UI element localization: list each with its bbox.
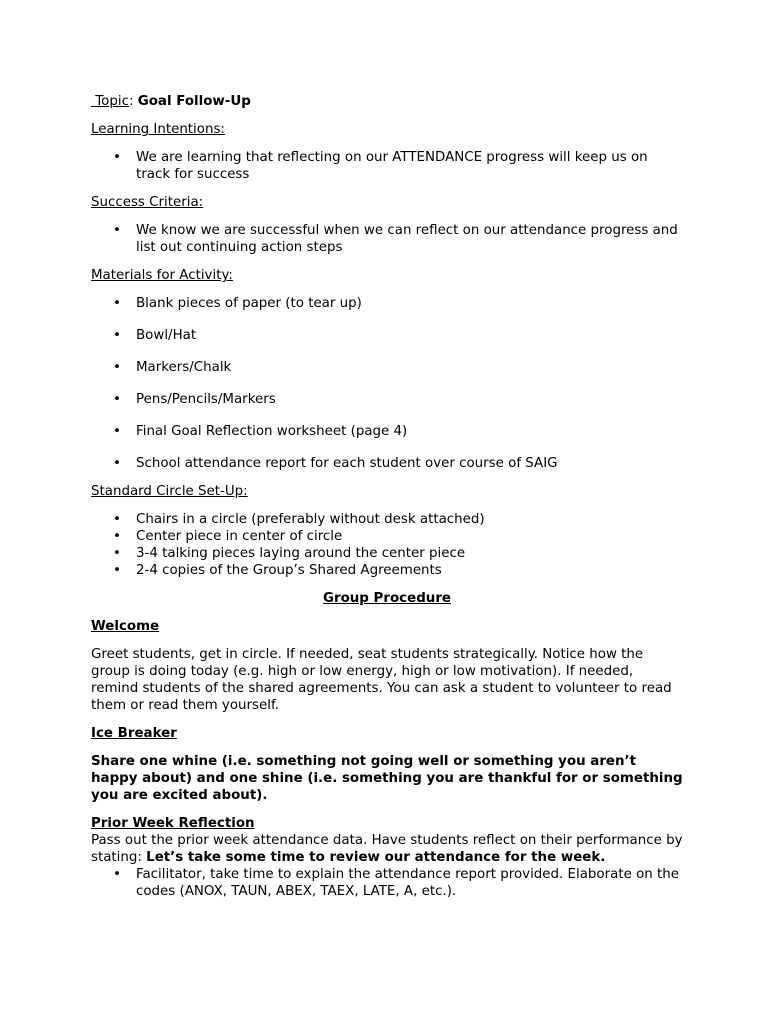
ice-breaker-text: Share one whine (i.e. something not going well or something you aren’t happy about) and one shine (i.e. something you are thankful for or something you are excited about). <box>91 754 683 803</box>
bullet-icon: • <box>113 392 121 407</box>
success-criteria-heading: Success Criteria: <box>91 195 204 210</box>
prior-week-heading: Prior Week Reflection <box>91 816 255 831</box>
welcome-text: Greet students, get in circle. If needed, seat students strategically. Notice how the group is doing today (e.g. high or low energy, high or low motivation). If needed, remind students of the shared agreements. You can ask a student to volunteer to read them or read them yourself. <box>91 647 672 713</box>
list-item: • Center piece in center of circle <box>113 529 343 544</box>
bullet-icon: • <box>113 424 121 439</box>
bullet-icon: • <box>113 563 121 578</box>
list-item: • 2-4 copies of the Group’s Shared Agreements <box>113 563 442 578</box>
list-item: • Markers/Chalk <box>113 360 232 375</box>
circle-setup-heading: Standard Circle Set-Up: <box>91 484 248 499</box>
materials-list <box>91 295 683 472</box>
learning-intentions-heading: Learning Intentions: <box>91 122 225 137</box>
list-item: • Blank pieces of paper (to tear up) <box>113 296 362 311</box>
list-item: • Bowl/Hat <box>113 328 197 343</box>
list-item: • Final Goal Reflection worksheet (page 4) <box>113 424 408 439</box>
list-item: • We know we are successful when we can reflect on our attendance progress and list out continuing action steps <box>113 223 678 255</box>
bullet-icon: • <box>113 223 121 238</box>
materials-heading: Materials for Activity: <box>91 268 233 283</box>
topic-colon: : <box>128 94 134 109</box>
bullet-icon: • <box>113 867 121 882</box>
bullet-icon: • <box>113 328 121 343</box>
bullet-icon: • <box>113 512 121 527</box>
bullet-icon: • <box>113 529 121 544</box>
document-body <box>91 93 683 900</box>
topic-label: Topic <box>95 94 129 109</box>
topic-line <box>91 93 683 110</box>
prior-week-list <box>91 866 683 900</box>
topic-value: Goal Follow-Up <box>137 94 251 109</box>
bullet-icon: • <box>113 296 121 311</box>
group-procedure-heading: Group Procedure <box>322 591 451 606</box>
bullet-icon: • <box>113 546 121 561</box>
ice-breaker-heading: Ice Breaker <box>91 726 177 741</box>
welcome-heading: Welcome <box>91 619 160 634</box>
learning-intentions-list <box>91 149 683 183</box>
circle-setup-list <box>91 511 683 579</box>
prior-week-text: Pass out the prior week attendance data. Have students reflect on their performance by stating: Let’s take some time to review our attendance for the week. <box>91 833 683 865</box>
bullet-icon: • <box>113 150 121 165</box>
list-item: • School attendance report for each student over course of SAIG <box>113 456 558 471</box>
bullet-icon: • <box>113 456 121 471</box>
list-item: • Facilitator, take time to explain the attendance report provided. Elaborate on the codes (ANOX, TAUN, ABEX, TAEX, LATE, A, etc.). <box>113 867 679 899</box>
list-item: • Chairs in a circle (preferably without desk attached) <box>113 512 485 527</box>
list-item: • We are learning that reflecting on our ATTENDANCE progress will keep us on track for success <box>113 150 648 182</box>
list-item: • Pens/Pencils/Markers <box>113 392 276 407</box>
bullet-icon: • <box>113 360 121 375</box>
success-criteria-list <box>91 222 683 256</box>
list-item: • 3-4 talking pieces laying around the center piece <box>113 546 466 561</box>
